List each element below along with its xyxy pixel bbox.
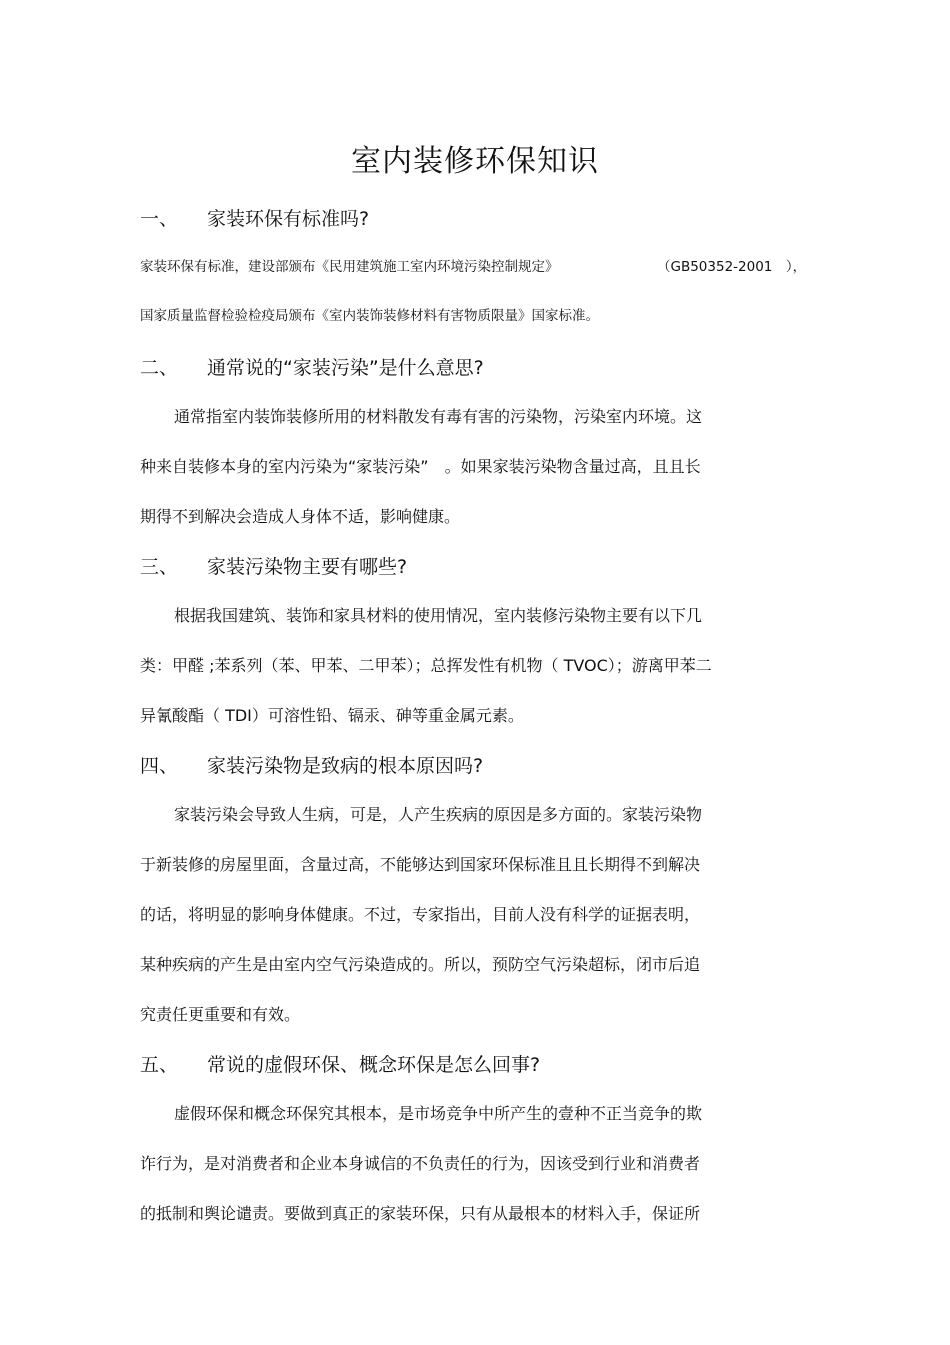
document-title: 室内装修环保知识 bbox=[351, 144, 599, 179]
paragraph-line: （GB50352-2001 ）， bbox=[657, 259, 807, 275]
paragraph-line: 国家质量监督检验检疫局颁布《室内装饰装修材料有害物质限量》国家标准。 bbox=[140, 308, 599, 324]
paragraph-line: 异氰酸酯（ TDI）可溶性铅、镉汞、砷等重金属元素。 bbox=[140, 706, 524, 725]
section-heading-4 bbox=[140, 752, 483, 780]
section-heading-5 bbox=[140, 1051, 540, 1079]
paragraph-line: 究责任更重要和有效。 bbox=[140, 1005, 301, 1024]
section-number: 五、 bbox=[140, 1054, 179, 1076]
paragraph-line: 家装污染会导致人生病，可是，人产生疾病的原因是多方面的。家装污染物 bbox=[174, 805, 703, 824]
paragraph-line: 于新装修的房屋里面，含量过高，不能够达到国家环保标准且且长期得不到解决 bbox=[140, 855, 701, 874]
paragraph-line: 诈行为，是对消费者和企业本身诚信的不负责任的行为，因该受到行业和消费者 bbox=[140, 1154, 701, 1173]
section-number: 二、 bbox=[140, 357, 179, 379]
paragraph-line: 根据我国建筑、装饰和家具材料的使用情况，室内装修污染物主要有以下几 bbox=[174, 606, 703, 625]
paragraph-line: 虚假环保和概念环保究其根本，是市场竞争中所产生的壹种不正当竞争的欺 bbox=[174, 1104, 703, 1123]
section-heading-2 bbox=[140, 354, 484, 382]
paragraph-line: 期得不到解决会造成人身体不适，影响健康。 bbox=[140, 507, 461, 526]
paragraph-line: 的抵制和舆论谴责。要做到真正的家装环保，只有从最根本的材料入手，保证所 bbox=[140, 1204, 701, 1223]
paragraph-line: 种来自装修本身的室内污染为“家装污染” 。如果家装污染物含量过高，且且长 bbox=[140, 457, 701, 476]
section-number: 四、 bbox=[140, 755, 179, 777]
section-number: 一、 bbox=[140, 208, 179, 230]
section-heading-3 bbox=[140, 553, 407, 581]
paragraph-line: 的话，将明显的影响身体健康。不过，专家指出，目前人没有科学的证据表明， bbox=[140, 905, 701, 924]
paragraph-line: 类：甲醛 ;苯系列（苯、甲苯、二甲苯）；总挥发性有机物（ TVOC）；游离甲苯二 bbox=[140, 656, 712, 675]
section-title: 家装环保有标准吗? bbox=[207, 208, 370, 230]
paragraph-line: 通常指室内装饰装修所用的材料散发有毒有害的污染物，污染室内环境。这 bbox=[174, 407, 703, 426]
section-title: 家装污染物主要有哪些? bbox=[207, 556, 408, 578]
section-number: 三、 bbox=[140, 556, 179, 578]
paragraph-line: 某种疾病的产生是由室内空气污染造成的。所以，预防空气污染超标，闭市后追 bbox=[140, 955, 701, 974]
paragraph-line: 家装环保有标准，建设部颁布《民用建筑施工室内环境污染控制规定》 bbox=[140, 259, 559, 275]
section-title: 通常说的“家装污染”是什么意思? bbox=[207, 357, 484, 379]
section-title: 常说的虚假环保、概念环保是怎么回事? bbox=[207, 1054, 541, 1076]
section-heading-1 bbox=[140, 205, 369, 233]
section-title: 家装污染物是致病的根本原因吗? bbox=[207, 755, 484, 777]
